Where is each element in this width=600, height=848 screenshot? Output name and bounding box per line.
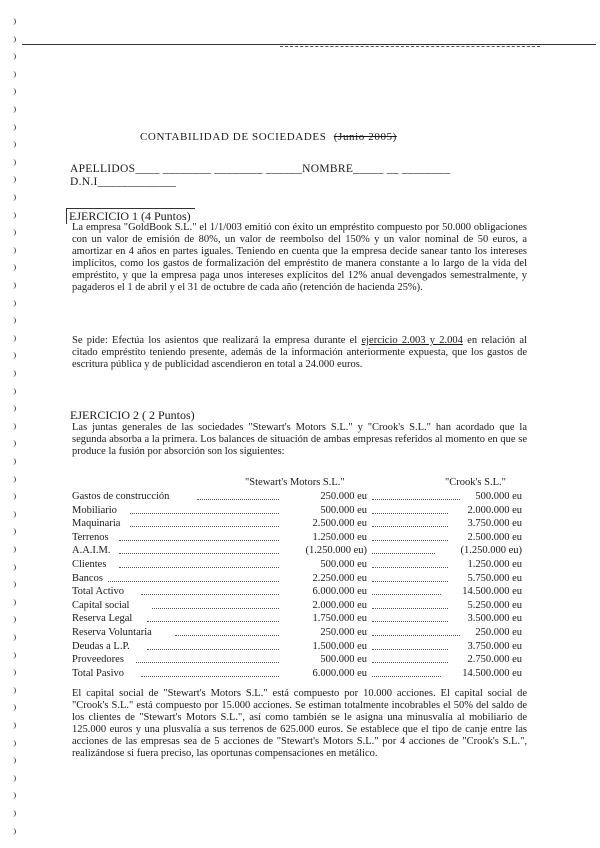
crook-amount: (1.250.000 eu) — [460, 545, 522, 557]
margin-tick — [10, 53, 16, 60]
balance-row — [72, 545, 522, 557]
margin-tick — [10, 564, 16, 571]
margin-tick — [10, 757, 16, 764]
top-dashed-rule — [280, 46, 540, 47]
margin-tick — [10, 264, 16, 271]
balance-row — [72, 573, 522, 585]
margin-tick — [10, 828, 16, 835]
balance-account-label: Total Activo — [72, 586, 125, 598]
balance-account-label: Capital social — [72, 599, 130, 611]
balance-row — [72, 600, 522, 612]
margin-tick — [10, 493, 16, 500]
crook-amount: 2.750.000 eu — [467, 654, 522, 666]
stewart-amount: 1.500.000 eu — [312, 640, 367, 652]
crook-amount: 14.500.000 eu — [462, 586, 522, 598]
balance-row — [72, 654, 522, 666]
exercise2-heading: EJERCICIO 2 ( 2 Puntos) — [70, 408, 195, 422]
balance-row — [72, 491, 522, 503]
margin-tick — [10, 652, 16, 659]
stewart-amount: 250.000 eu — [320, 627, 367, 638]
margin-tick — [10, 71, 16, 78]
balance-row — [72, 627, 522, 639]
margin-tick — [10, 581, 16, 588]
stewart-column-header: "Stewart's Motors S.L." — [245, 477, 345, 488]
margin-tick — [10, 282, 16, 289]
stewart-amount: 1.250.000 eu — [312, 531, 367, 543]
margin-tick — [10, 704, 16, 711]
margin-tick — [10, 458, 16, 465]
margin-tick — [10, 792, 16, 799]
balance-account-label: Maquinaria — [72, 518, 121, 530]
balance-row — [72, 532, 522, 544]
margin-tick — [10, 212, 16, 219]
margin-tick — [10, 388, 16, 395]
balance-account-label: Total Pasivo — [72, 667, 125, 679]
dni-line: D.N.I_____________ — [70, 176, 177, 188]
balance-account-label: Clientes — [72, 559, 107, 570]
top-rule — [22, 44, 596, 45]
margin-tick — [10, 476, 16, 483]
margin-tick — [10, 106, 16, 113]
margin-tick — [10, 616, 16, 623]
balance-row — [72, 586, 522, 598]
crook-amount: 250.000 eu — [475, 627, 522, 638]
request-text-pre: Se pide: Efectúa los asientos que realizará la empresa durante el — [72, 335, 358, 346]
stewart-amount: 2.250.000 eu — [312, 572, 367, 584]
margin-tick — [10, 141, 16, 148]
balance-row — [72, 613, 522, 625]
balance-account-label: Deudas a L.P. — [72, 640, 130, 652]
stewart-amount: 500.000 eu — [320, 504, 367, 516]
crook-amount: 5.750.000 eu — [467, 572, 522, 584]
margin-tick — [10, 352, 16, 359]
margin-tick — [10, 511, 16, 518]
request-years-underlined: ejercicio 2.003 y 2.004 — [361, 335, 463, 346]
stewart-amount: 6.000.000 eu — [312, 586, 367, 598]
margin-tick — [10, 124, 16, 131]
margin-tick — [10, 300, 16, 307]
margin-tick — [10, 687, 16, 694]
balance-account-label: Proveedores — [72, 654, 124, 666]
exercise1-statement: La empresa "GoldBook S.L." el 1/1/003 emitió con éxito un empréstito compuesto por 50.000 obligaciones con un valor de emisión de 80%, un valor de reembolso del 150% y un valor nominal de 50 euros, a amortizar en 4 años en partes iguales. Teniendo en cuenta que la empresa decide sanear tanto los intereses implícitos, como los gastos de formalización del empréstito de manera constante a lo largo de la vida del empréstito, y que la empresa paga unos intereses explícitos del 12% anual devengados semestralmente, y pagaderos el 1 de abril y el 31 de octubre de cada año (retención de hacienda 25%). — [72, 222, 527, 294]
crook-amount: 3.500.000 eu — [467, 613, 522, 625]
margin-tick — [10, 317, 16, 324]
margin-tick — [10, 159, 16, 166]
margin-tick — [10, 405, 16, 412]
stewart-amount: 500.000 eu — [320, 559, 367, 570]
balance-row — [72, 641, 522, 653]
stewart-amount: 500.000 eu — [320, 654, 367, 666]
margin-tick — [10, 176, 16, 183]
balance-account-label: Reserva Legal — [72, 613, 133, 625]
stewart-amount: 2.500.000 eu — [312, 518, 367, 530]
balance-row — [72, 668, 522, 680]
margin-tick — [10, 599, 16, 606]
exercise1-request — [72, 335, 527, 371]
margin-tick — [10, 634, 16, 641]
margin-tick — [10, 775, 16, 782]
margin-tick — [10, 18, 16, 25]
stewart-amount: 1.750.000 eu — [312, 613, 367, 625]
stewart-amount: 6.000.000 eu — [312, 667, 367, 679]
margin-tick — [10, 88, 16, 95]
crook-amount: 3.750.000 eu — [467, 640, 522, 652]
exercise2-intro: Las juntas generales de las sociedades "Stewart's Motors S.L." y "Crook's S.L." han acordado que la segunda absorba a la primera. Los balances de situación de ambas empresas referidos al momento en que se produce la fusión por absorción son los siguientes: — [72, 422, 527, 458]
margin-tick — [10, 546, 16, 553]
balance-account-label: Bancos — [72, 572, 103, 584]
crook-amount: 5.250.000 eu — [467, 599, 522, 611]
dni-label: D.N.I — [70, 176, 98, 188]
margin-tick — [10, 229, 16, 236]
balance-account-label: Mobiliario — [72, 504, 117, 516]
margin-tick — [10, 194, 16, 201]
crook-amount: 1.250.000 eu — [467, 559, 522, 570]
balance-account-label: Gastos de construcción — [72, 491, 170, 502]
balance-account-label: Terrenos — [72, 531, 109, 543]
margin-tick — [10, 669, 16, 676]
margin-tick — [10, 740, 16, 747]
exam-title — [140, 131, 397, 143]
apellidos-label: APELLIDOS — [70, 163, 136, 175]
exam-title-text: CONTABILIDAD DE SOCIEDADES — [140, 131, 327, 143]
stewart-amount: 2.000.000 eu — [312, 599, 367, 611]
balance-account-label: A.A.I.M. — [72, 545, 111, 557]
stewart-amount: 250.000 eu — [320, 491, 367, 502]
margin-tick — [10, 528, 16, 535]
margin-tick — [10, 810, 16, 817]
exercise2-closing: El capital social de "Stewart's Motors S.L." está compuesto por 10.000 acciones. El capital social de "Crook's S.L." está compuesto por 15.000 acciones. Se estiman totalmente incobrables el 50% del saldo de los clientes de "Stewart's Motors S.L.", así como también se le asigna una minusvalía al mobiliario de 125.000 euros y una plusvalía a sus terrenos de 625.000 euros. Se establece que el tipo de canje entre las acciones de las empresas sea de 5 acciones de "Stewart's Motors S.L." por 4 acciones de "Crook's S.L.", realizándose si fuera preciso, las oportunas compensaciones en metálico. — [72, 688, 527, 760]
crook-amount: 2.000.000 eu — [467, 504, 522, 516]
margin-tick — [10, 335, 16, 342]
balance-row — [72, 505, 522, 517]
balance-row — [72, 559, 522, 571]
crook-amount: 3.750.000 eu — [467, 518, 522, 530]
balance-account-label: Reserva Voluntaria — [72, 627, 152, 638]
exercise1-heading: EJERCICIO 1 (4 Puntos) — [66, 208, 195, 224]
margin-tick — [10, 722, 16, 729]
margin-tick — [10, 440, 16, 447]
request-text-post: en relación al citado empréstito teniendo presente, además de la información anteriormente expuesta, que los gastos de escritura pública y de publicidad ascendieron en total a 24.000 euros. — [72, 335, 528, 371]
margin-tick — [10, 423, 16, 430]
balance-row — [72, 518, 522, 530]
apellidos-line: APELLIDOS____ ________ ________ ______NOMBRE_____ __ ________ — [70, 163, 451, 175]
margin-tick — [10, 370, 16, 377]
nombre-label: NOMBRE — [302, 163, 354, 175]
crook-amount: 500.000 eu — [475, 491, 522, 502]
margin-tick — [10, 247, 16, 254]
crook-amount: 14.500.000 eu — [462, 667, 522, 679]
margin-tick — [10, 36, 16, 43]
stewart-amount: (1.250.000 eu) — [305, 545, 367, 557]
crook-column-header: "Crook's S.L." — [445, 477, 506, 488]
exam-date-struck: (Junio 2005) — [333, 131, 397, 143]
crook-amount: 2.500.000 eu — [467, 531, 522, 543]
